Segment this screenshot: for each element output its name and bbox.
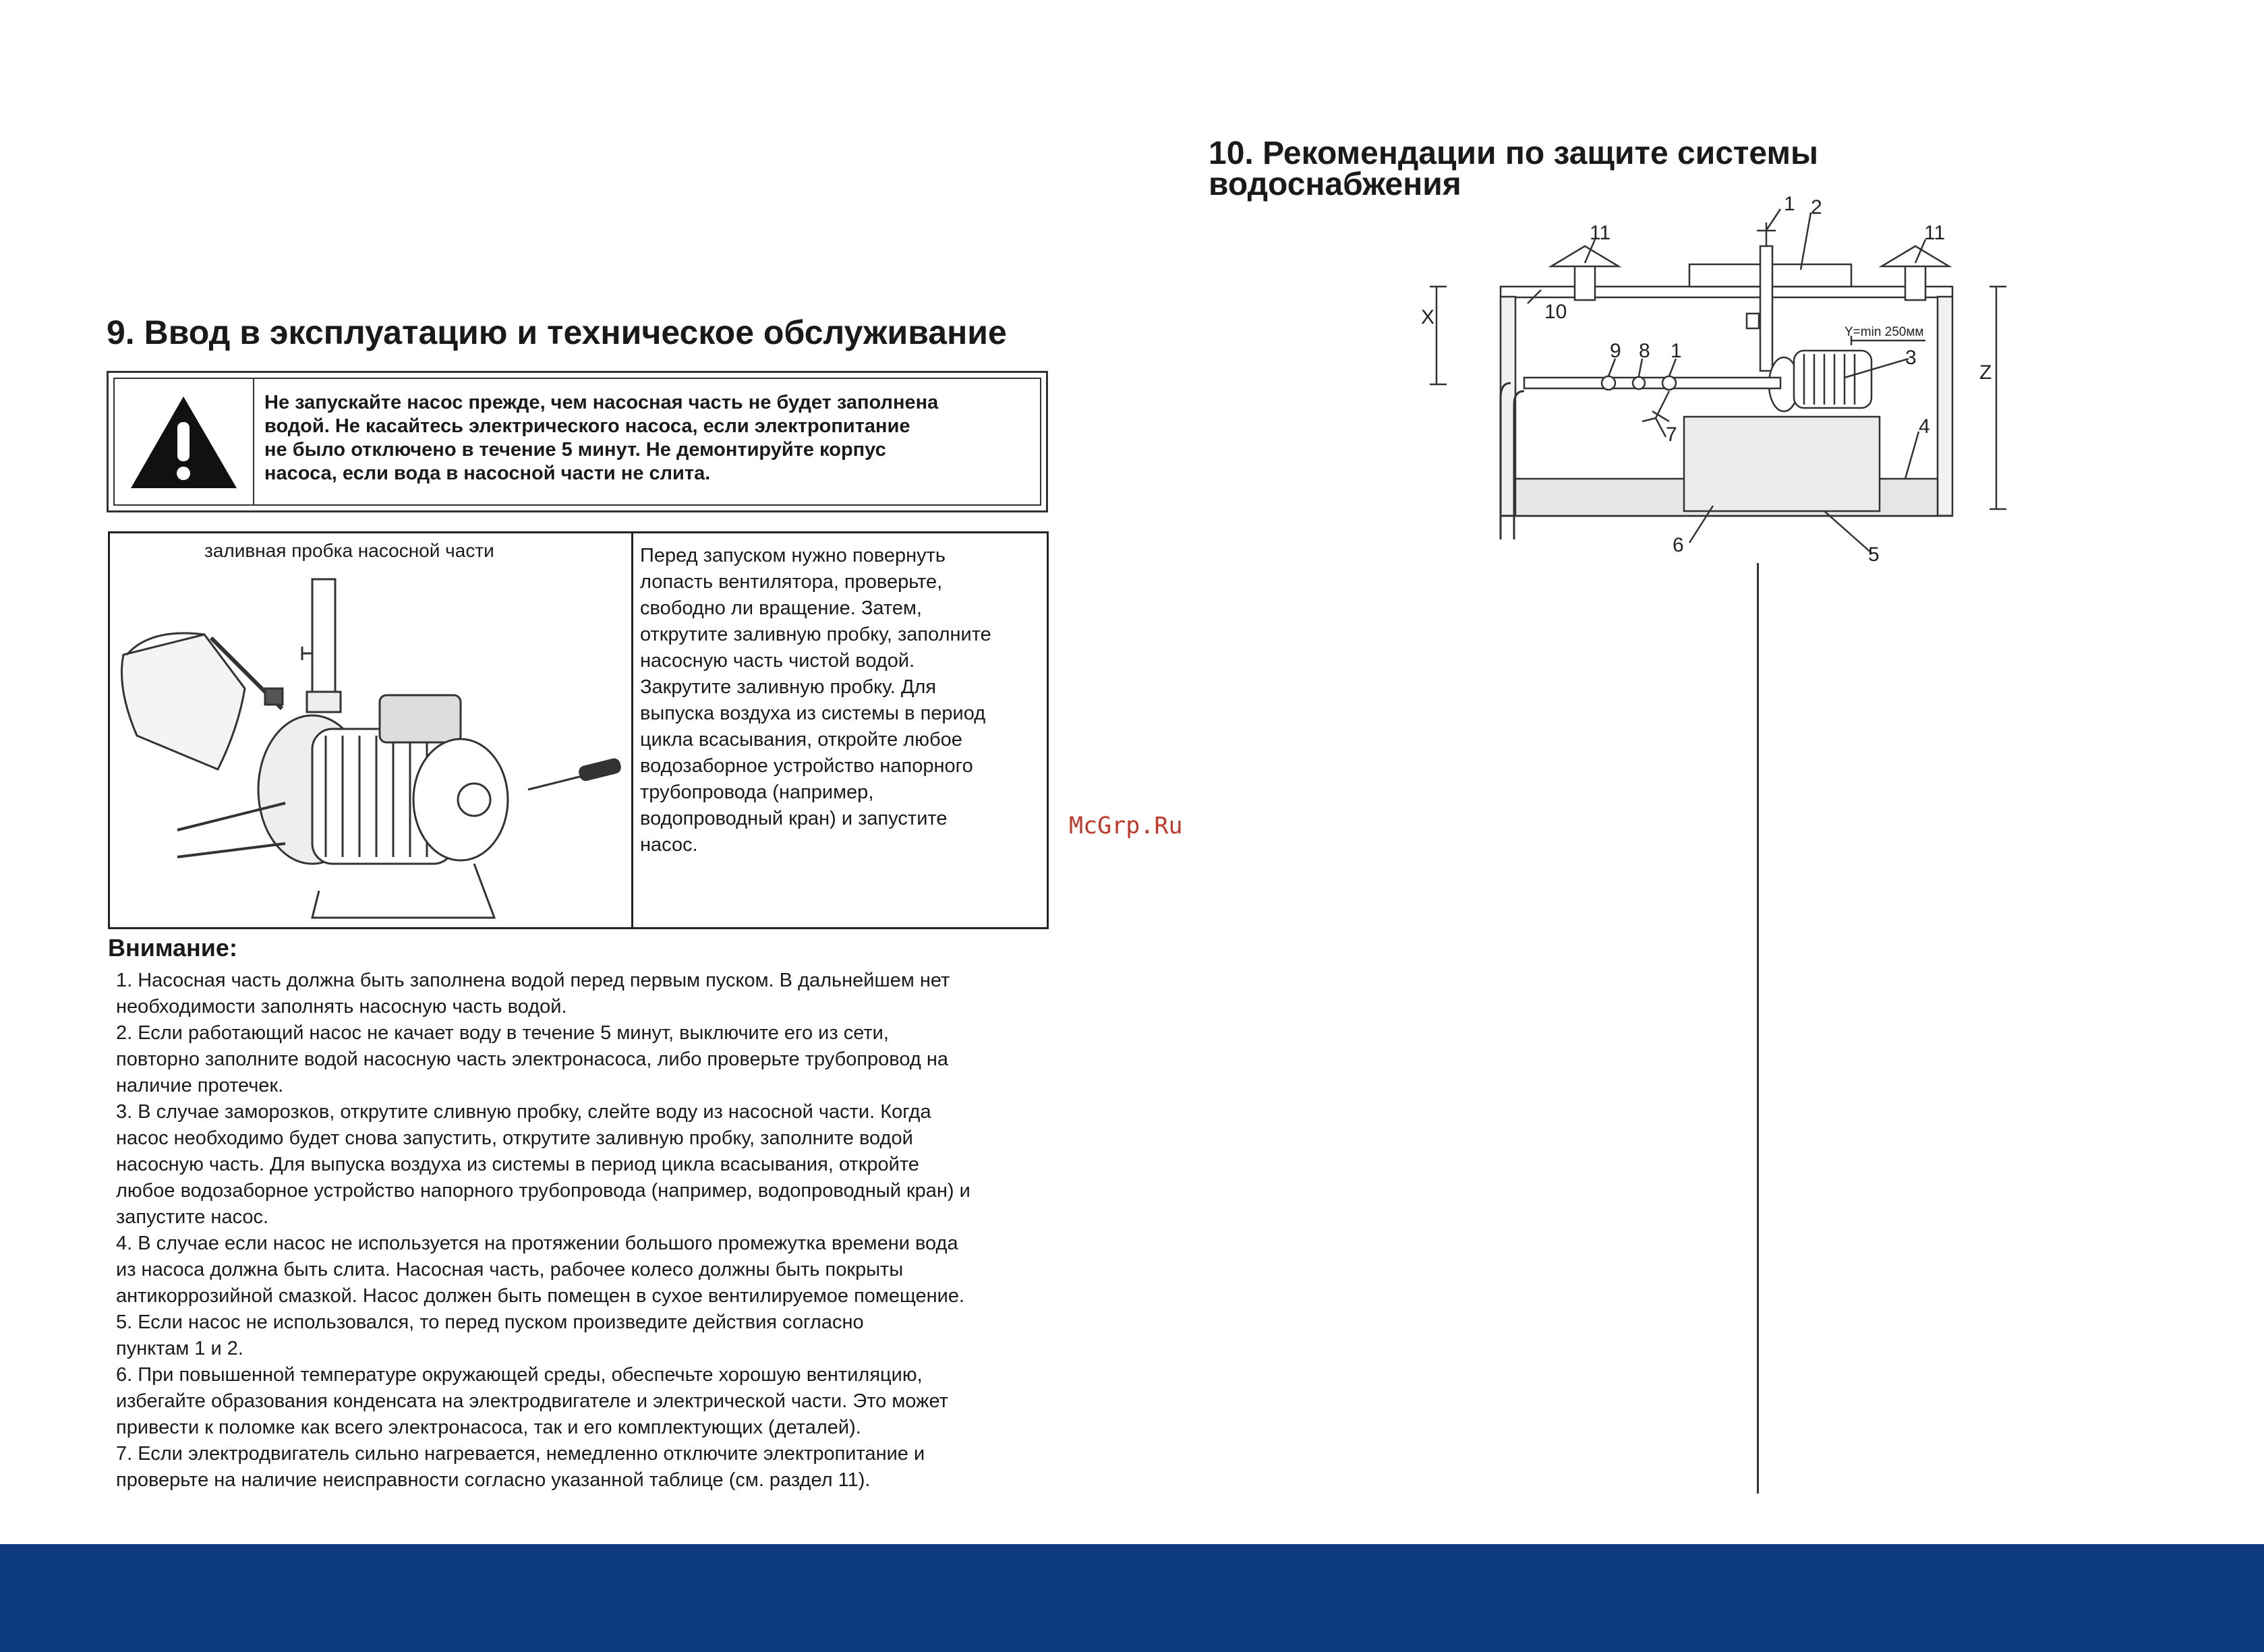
instruction-line: Перед запуском нужно повернуть xyxy=(640,545,946,566)
diagram-dimension-x: X xyxy=(1421,306,1435,328)
instruction-line: водопроводный кран) и запустите xyxy=(640,808,948,829)
attention-line: избегайте образования конденсата на электродвигателе и электрической части. Это может xyxy=(116,1390,948,1412)
instruction-line: Закрутите заливную пробку. Для xyxy=(640,676,937,698)
diagram-label: 6 xyxy=(1673,534,1684,556)
diagram-label: 1 xyxy=(1784,193,1795,215)
diagram-dimension-z: Z xyxy=(1979,361,1992,384)
attention-line: любое водозаборное устройство напорного трубопровода (например, водопроводный кран) и xyxy=(116,1180,970,1202)
watermark-link[interactable]: McGrp.Ru xyxy=(1069,813,1183,839)
diagram-label: 10 xyxy=(1544,301,1567,323)
attention-line: насосную часть. Для выпуска воздуха из системы в период цикла всасывания, откройте xyxy=(116,1154,919,1175)
diagram-label: 11 xyxy=(1924,222,1946,244)
attention-line: наличие протечек. xyxy=(116,1075,284,1096)
diagram-label: 2 xyxy=(1811,196,1822,218)
pump-priming-illustration xyxy=(110,574,629,924)
priming-instructions-text xyxy=(640,543,1040,858)
instruction-line: цикла всасывания, откройте любое xyxy=(640,729,962,750)
attention-heading: Внимание: xyxy=(108,934,237,962)
diagram-label: 8 xyxy=(1639,340,1650,362)
water-supply-protection-diagram xyxy=(1406,189,2040,566)
warning-text xyxy=(264,391,1031,485)
section-10-title-line: водоснабжения xyxy=(1209,167,1461,202)
section-9-title: 9. Ввод в эксплуатацию и техническое обслуживание xyxy=(107,314,1007,351)
diagram-label: 7 xyxy=(1666,423,1677,446)
instruction-line: открутите заливную пробку, заполните xyxy=(640,624,991,645)
attention-line: 2. Если работающий насос не качает воду в течение 5 минут, выключите его из сети, xyxy=(116,1022,889,1044)
attention-line: 6. При повышенной температуре окружающей среды, обеспечьте хорошую вентиляцию, xyxy=(116,1364,923,1386)
warning-line: водой. Не касайтесь электрического насоса, если электропитание xyxy=(264,415,910,437)
priming-plug-caption: заливная пробка насосной части xyxy=(204,540,494,561)
diagram-label: 4 xyxy=(1919,415,1930,438)
instruction-line: лопасть вентилятора, проверьте, xyxy=(640,571,943,593)
warning-line: Не запускайте насос прежде, чем насосная часть не будет заполнена xyxy=(264,392,939,413)
priming-instructions-table xyxy=(108,531,1049,929)
warning-line: насоса, если вода в насосной части не слита. xyxy=(264,463,711,484)
diagram-label: 5 xyxy=(1868,543,1880,566)
attention-line: 4. В случае если насос не используется на протяжении большого промежутка времени вода xyxy=(116,1233,958,1254)
diagram-label: 9 xyxy=(1610,340,1621,362)
attention-line: насос необходимо будет снова запустить, открутите заливную пробку, заполните водой xyxy=(116,1127,913,1149)
instruction-line: водозаборное устройство напорного xyxy=(640,755,973,777)
attention-line: 7. Если электродвигатель сильно нагревается, немедленно отключите электропитание и xyxy=(116,1443,925,1465)
instruction-line: насосную часть чистой водой. xyxy=(640,650,915,672)
footer-band xyxy=(0,1544,2264,1652)
attention-line: необходимости заполнять насосную часть водой. xyxy=(116,996,567,1017)
attention-line: 1. Насосная часть должна быть заполнена водой перед первым пуском. В дальнейшем нет xyxy=(116,970,950,991)
instruction-line: насос. xyxy=(640,834,698,856)
diagram-label: 3 xyxy=(1905,347,1917,369)
attention-line: из насоса должна быть слита. Насосная часть, рабочее колесо должны быть покрыты xyxy=(116,1259,904,1280)
attention-line: привести к поломке как всего электронасоса, так и его комплектующих (деталей). xyxy=(116,1417,861,1438)
section-10-title-line: 10. Рекомендации по защите системы xyxy=(1209,136,1818,171)
instruction-line: свободно ли вращение. Затем, xyxy=(640,597,922,619)
attention-line: запустите насос. xyxy=(116,1206,269,1228)
warning-icon-cell xyxy=(115,379,254,504)
attention-line: проверьте на наличие неисправности согласно указанной таблице (см. раздел 11). xyxy=(116,1469,871,1491)
column-divider-line xyxy=(1757,563,1759,1494)
attention-line: антикоррозийной смазкой. Насос должен быть помещен в сухое вентилируемое помещение. xyxy=(116,1285,965,1307)
diagram-label: 11 xyxy=(1590,222,1611,244)
instruction-line: выпуска воздуха из системы в период xyxy=(640,703,986,724)
warning-line: не было отключено в течение 5 минут. Не демонтируйте корпус xyxy=(264,439,886,461)
warning-triangle-icon xyxy=(128,394,239,492)
attention-line: 3. В случае заморозков, открутите сливную пробку, слейте воду из насосной части. Когда xyxy=(116,1101,931,1123)
attention-line: 5. Если насос не использовался, то перед пуском произведите действия согласно xyxy=(116,1311,864,1333)
attention-line: пунктам 1 и 2. xyxy=(116,1338,243,1359)
diagram-label: 1 xyxy=(1671,340,1682,362)
diagram-dimension-y: Y=min 250мм xyxy=(1845,325,1924,339)
instruction-line: трубопровода (например, xyxy=(640,781,874,803)
warning-box xyxy=(107,371,1048,512)
attention-line: повторно заполните водой насосную часть электронасоса, либо проверьте трубопровод на xyxy=(116,1049,949,1070)
pump-illustration-cell xyxy=(110,533,633,927)
attention-list xyxy=(116,968,1087,1494)
